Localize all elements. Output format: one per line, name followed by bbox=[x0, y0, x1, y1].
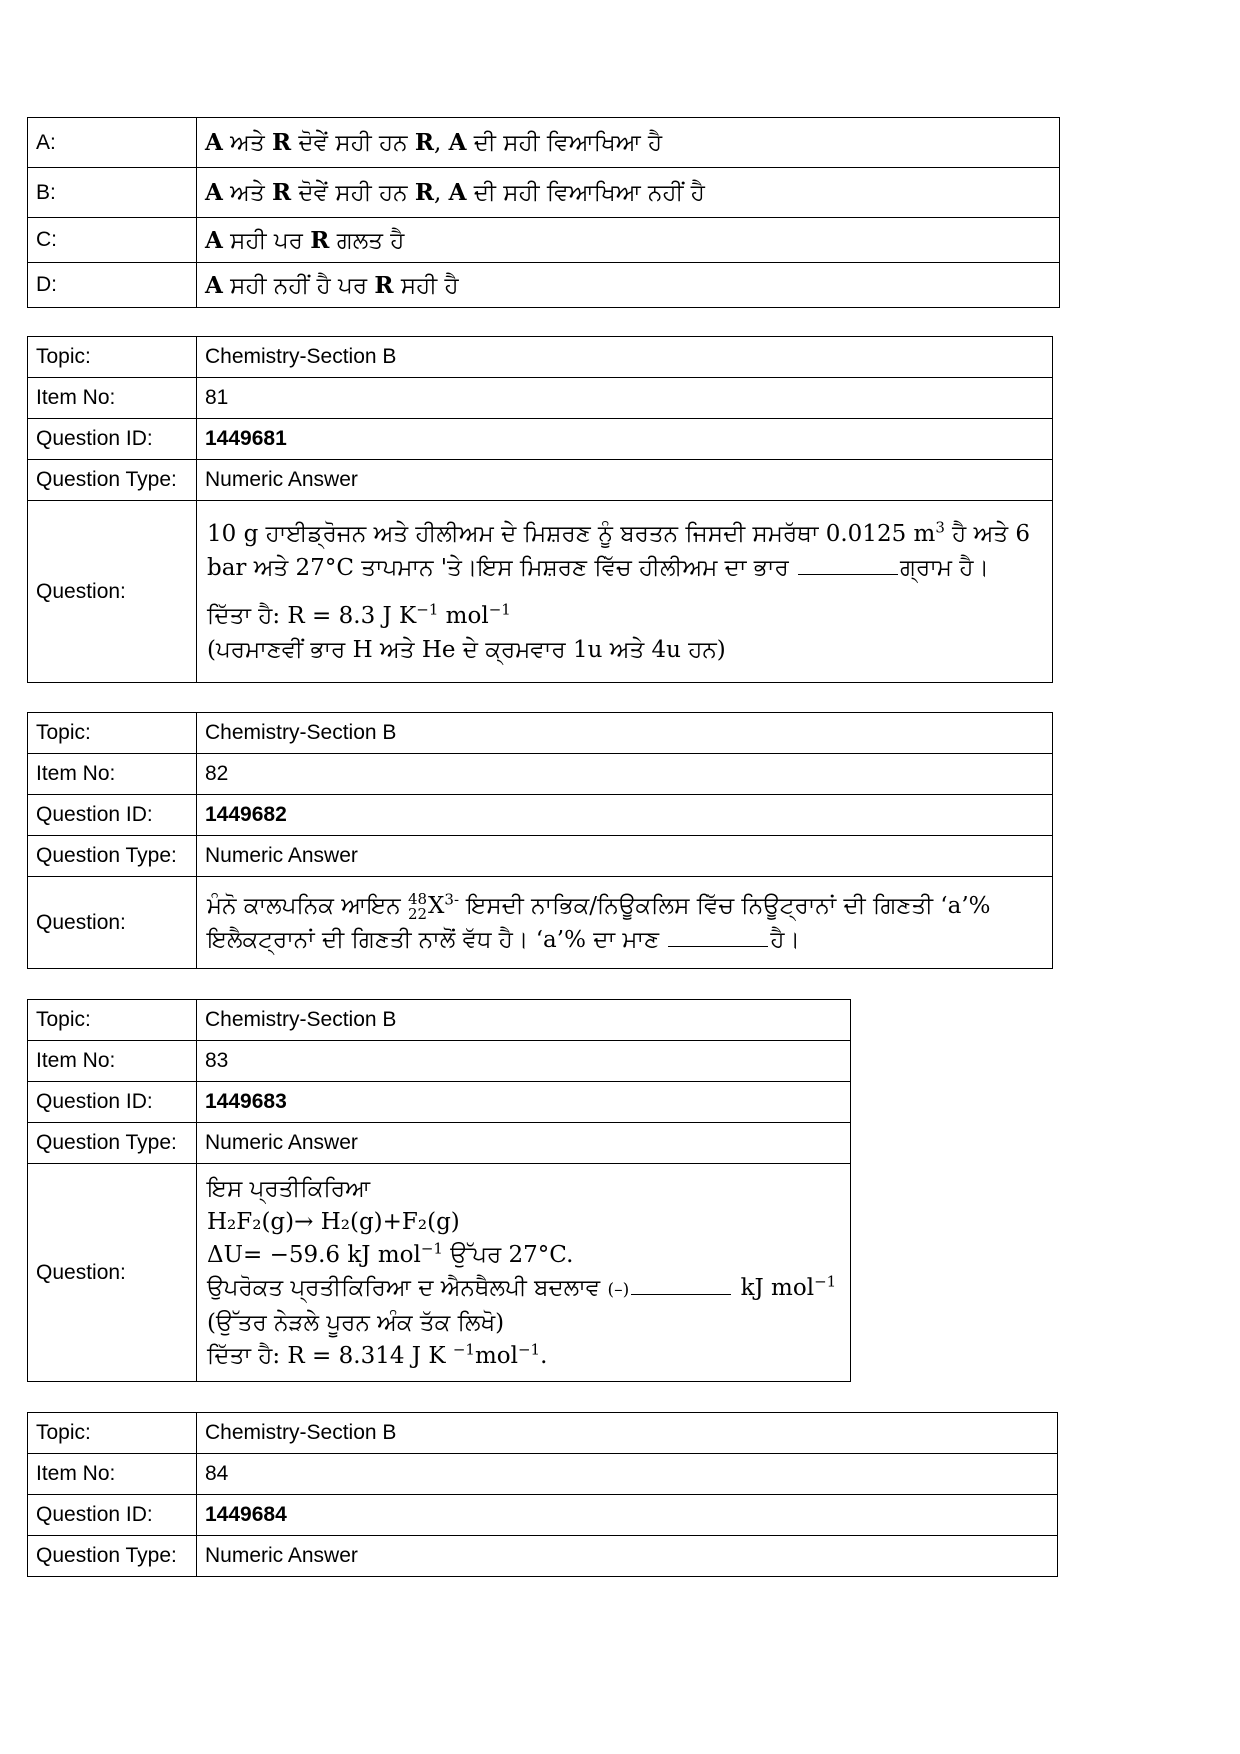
question-line: ΔU= −59.6 kJ mol$^{-1}$ ਉੱਪਰ 27°C. bbox=[207, 1238, 574, 1268]
answer-blank bbox=[631, 1276, 731, 1295]
question-line: ਦਿੱਤਾ ਹੈ: R = 8.3 J $K^{-1}$ mol$^{-1}$ bbox=[207, 599, 511, 629]
question-84-table bbox=[27, 1412, 1058, 1577]
question-line: bar ਅਤੇ 27°C ਤਾਪਮਾਨ 'ਤੇ।ਇਸ ਮਿਸ਼ਰਣ ਵਿੱਚ ਹੀਲੀਅਮ ਦਾ ਭਾਰ ਗ੍ਰਾਮ ਹੈ। bbox=[207, 554, 989, 581]
question-body bbox=[197, 877, 1053, 969]
question-id-value: 1449684 bbox=[197, 1495, 1058, 1536]
topic-value: Chemistry-Section B bbox=[197, 337, 1053, 378]
question-line: ਇਸ ਪ੍ਰਤੀਕਿਰਿਆ bbox=[207, 1175, 371, 1202]
question-line: ਉਪਰੋਕਤ ਪ੍ਰਤੀਕਿਰਿਆ ਦ ਐਨਥੈਲਪੀ ਬਦਲਾਵ (–) kJ mol$^{-1}$ bbox=[207, 1271, 837, 1301]
question-type-value: Numeric Answer bbox=[197, 1536, 1058, 1577]
option-row-d bbox=[28, 263, 1060, 308]
item-no-label: Item No: bbox=[28, 1454, 197, 1495]
topic-label: Topic: bbox=[28, 713, 197, 754]
question-id-value: 1449681 bbox=[197, 419, 1053, 460]
options-table bbox=[27, 117, 1060, 308]
isotope-notation: 48 22 bbox=[407, 889, 428, 923]
question-line: (ਪਰਮਾਣਵੀਂ ਭਾਰ H ਅਤੇ He ਦੇ ਕ੍ਰਮਵਾਰ 1u ਅਤੇ 4u ਹਨ) bbox=[207, 636, 726, 663]
question-type-label: Question Type: bbox=[28, 836, 197, 877]
answer-blank bbox=[668, 928, 768, 947]
option-label: D: bbox=[28, 263, 197, 308]
topic-label: Topic: bbox=[28, 337, 197, 378]
question-label: Question: bbox=[28, 877, 197, 969]
question-82-table bbox=[27, 712, 1053, 969]
question-line: ਮੰਨੋ ਕਾਲਪਨਿਕ ਆਇਨ 48 22 $X^{3-}$ ਇਸਦੀ ਨਾਭਿਕ/ਨਿਊਕਲਿਸ ਵਿੱਚ ਨਿਊਟ੍ਰਾਨਾਂ ਦੀ ਗਿਣਤੀ ‘a’% bbox=[207, 889, 991, 923]
question-line: (ਉੱਤਰ ਨੇੜਲੇ ਪੂਰਨ ਅੰਕ ਤੱਕ ਲਿਖੋ) bbox=[207, 1309, 505, 1336]
option-text: A ਸਹੀ ਨਹੀਂ ਹੈ ਪਰ R ਸਹੀ ਹੈ bbox=[197, 263, 1060, 308]
option-row-b bbox=[28, 168, 1060, 218]
question-label: Question: bbox=[28, 1164, 197, 1382]
question-body bbox=[197, 501, 1053, 683]
question-id-value: 1449683 bbox=[197, 1082, 851, 1123]
topic-value: Chemistry-Section B bbox=[197, 1413, 1058, 1454]
option-label: C: bbox=[28, 218, 197, 263]
item-no-value: 83 bbox=[197, 1041, 851, 1082]
question-81-table bbox=[27, 336, 1053, 683]
option-row-c bbox=[28, 218, 1060, 263]
option-text: A ਸਹੀ ਪਰ R ਗਲਤ ਹੈ bbox=[197, 218, 1060, 263]
option-row-a bbox=[28, 118, 1060, 168]
question-type-value: Numeric Answer bbox=[197, 836, 1053, 877]
question-id-value: 1449682 bbox=[197, 795, 1053, 836]
item-no-value: 82 bbox=[197, 754, 1053, 795]
item-no-value: 81 bbox=[197, 378, 1053, 419]
question-label: Question: bbox=[28, 501, 197, 683]
question-id-label: Question ID: bbox=[28, 1082, 197, 1123]
item-no-value: 84 bbox=[197, 1454, 1058, 1495]
question-type-value: Numeric Answer bbox=[197, 1123, 851, 1164]
question-type-label: Question Type: bbox=[28, 460, 197, 501]
question-id-label: Question ID: bbox=[28, 795, 197, 836]
item-no-label: Item No: bbox=[28, 754, 197, 795]
option-text: A ਅਤੇ R ਦੋਵੇਂ ਸਹੀ ਹਨ R, A ਦੀ ਸਹੀ ਵਿਆਖਿਆ ਹੈ bbox=[197, 118, 1060, 168]
topic-value: Chemistry-Section B bbox=[197, 1000, 851, 1041]
question-body bbox=[197, 1164, 851, 1382]
option-label: A: bbox=[28, 118, 197, 168]
question-type-label: Question Type: bbox=[28, 1123, 197, 1164]
answer-blank bbox=[798, 556, 898, 575]
question-line: ਇਲੈਕਟ੍ਰਾਨਾਂ ਦੀ ਗਿਣਤੀ ਨਾਲੋਂ ਵੱਧ ਹੈ। ‘a’% ਦਾ ਮਾਣ ਹੈ। bbox=[207, 926, 800, 953]
item-no-label: Item No: bbox=[28, 1041, 197, 1082]
option-text: A ਅਤੇ R ਦੋਵੇਂ ਸਹੀ ਹਨ R, A ਦੀ ਸਹੀ ਵਿਆਖਿਆ ਨਹੀਂ ਹੈ bbox=[197, 168, 1060, 218]
item-no-label: Item No: bbox=[28, 378, 197, 419]
question-id-label: Question ID: bbox=[28, 1495, 197, 1536]
topic-label: Topic: bbox=[28, 1413, 197, 1454]
reaction-equation: H₂F₂(g)→ H₂(g)+F₂(g) bbox=[207, 1208, 460, 1235]
question-id-label: Question ID: bbox=[28, 419, 197, 460]
topic-value: Chemistry-Section B bbox=[197, 713, 1053, 754]
question-line: ਦਿੱਤਾ ਹੈ: R = 8.314 J K $^{-1}$mol$^{-1}$. bbox=[207, 1339, 548, 1369]
question-line: 10 g ਹਾਈਡ੍ਰੋਜਨ ਅਤੇ ਹੀਲੀਅਮ ਦੇ ਮਿਸ਼ਰਣ ਨੂੰ ਬਰਤਨ ਜਿਸਦੀ ਸਮਰੱਥਾ 0.0125 $m^3$ ਹੈ ਅਤੇ 6 bbox=[207, 517, 1031, 547]
question-83-table bbox=[27, 999, 851, 1382]
question-type-label: Question Type: bbox=[28, 1536, 197, 1577]
topic-label: Topic: bbox=[28, 1000, 197, 1041]
option-label: B: bbox=[28, 168, 197, 218]
question-type-value: Numeric Answer bbox=[197, 460, 1053, 501]
